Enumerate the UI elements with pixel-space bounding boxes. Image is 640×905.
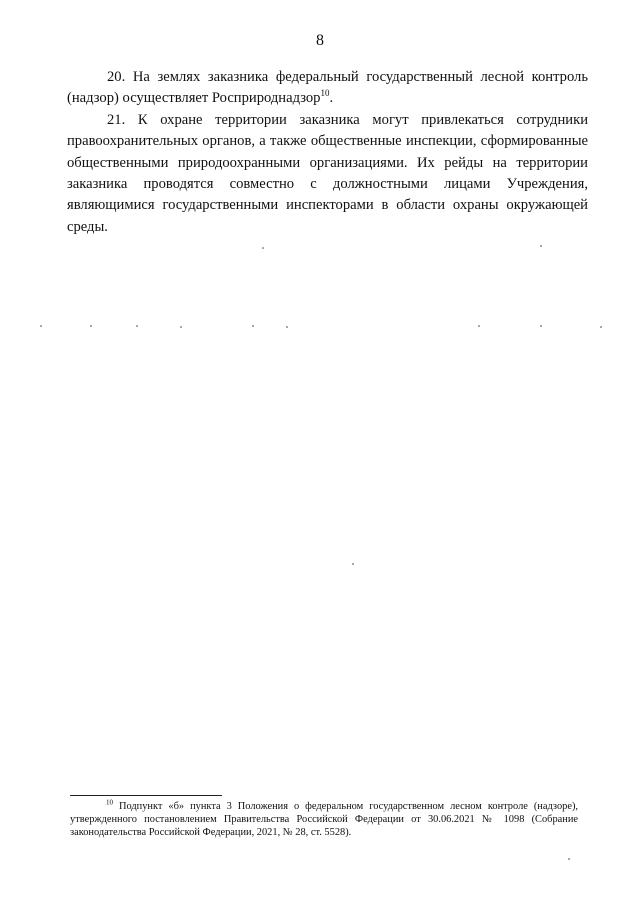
- scan-speck: [478, 325, 480, 327]
- paragraph-20-tail: .: [329, 90, 334, 107]
- paragraph-21: [67, 110, 588, 238]
- footnote-reference: 10: [320, 88, 330, 99]
- paragraph-21-text: 21. К охране территории заказника могут привлекаться сотрудники правоохранительных органов, а также общественные инспекции, сформированные общественными природоохранными организациями. Их рейды на территории заказника проводятся совместно с должностными лицами Учреждения, являющимися государственными инспекторами в области охраны окружающей среды.: [67, 111, 588, 235]
- scan-speck: [600, 326, 602, 328]
- paragraph-20: [67, 67, 588, 110]
- scan-speck: [352, 563, 354, 565]
- footnote-separator: [70, 795, 222, 796]
- scan-speck: [90, 325, 92, 327]
- document-body: [67, 67, 588, 238]
- scan-speck: [262, 247, 264, 249]
- scan-speck: [286, 326, 288, 328]
- scan-speck: [252, 325, 254, 327]
- page-number: 8: [316, 32, 324, 49]
- scan-speck: [568, 858, 570, 860]
- scan-speck: [180, 326, 182, 328]
- scan-speck: [540, 325, 542, 327]
- paragraph-20-text: 20. На землях заказника федеральный государственный лесной контроль (надзор) осуществляет Росприроднадзор: [67, 69, 588, 107]
- scan-speck: [40, 325, 42, 327]
- scan-speck: [136, 325, 138, 327]
- footnote-text: Подпункт «б» пункта 3 Положения о федеральном государственном лесном контроле (надзоре), утвержденного постановлением Правительства Российской Федерации от 30.06.2021 № 1098 (Собрание законодательства Российской Федерации, 2021, № 28, ст. 5528).: [70, 801, 578, 838]
- footnote: [70, 800, 578, 839]
- footnote-mark: 10: [106, 798, 113, 807]
- scan-speck: [540, 245, 542, 247]
